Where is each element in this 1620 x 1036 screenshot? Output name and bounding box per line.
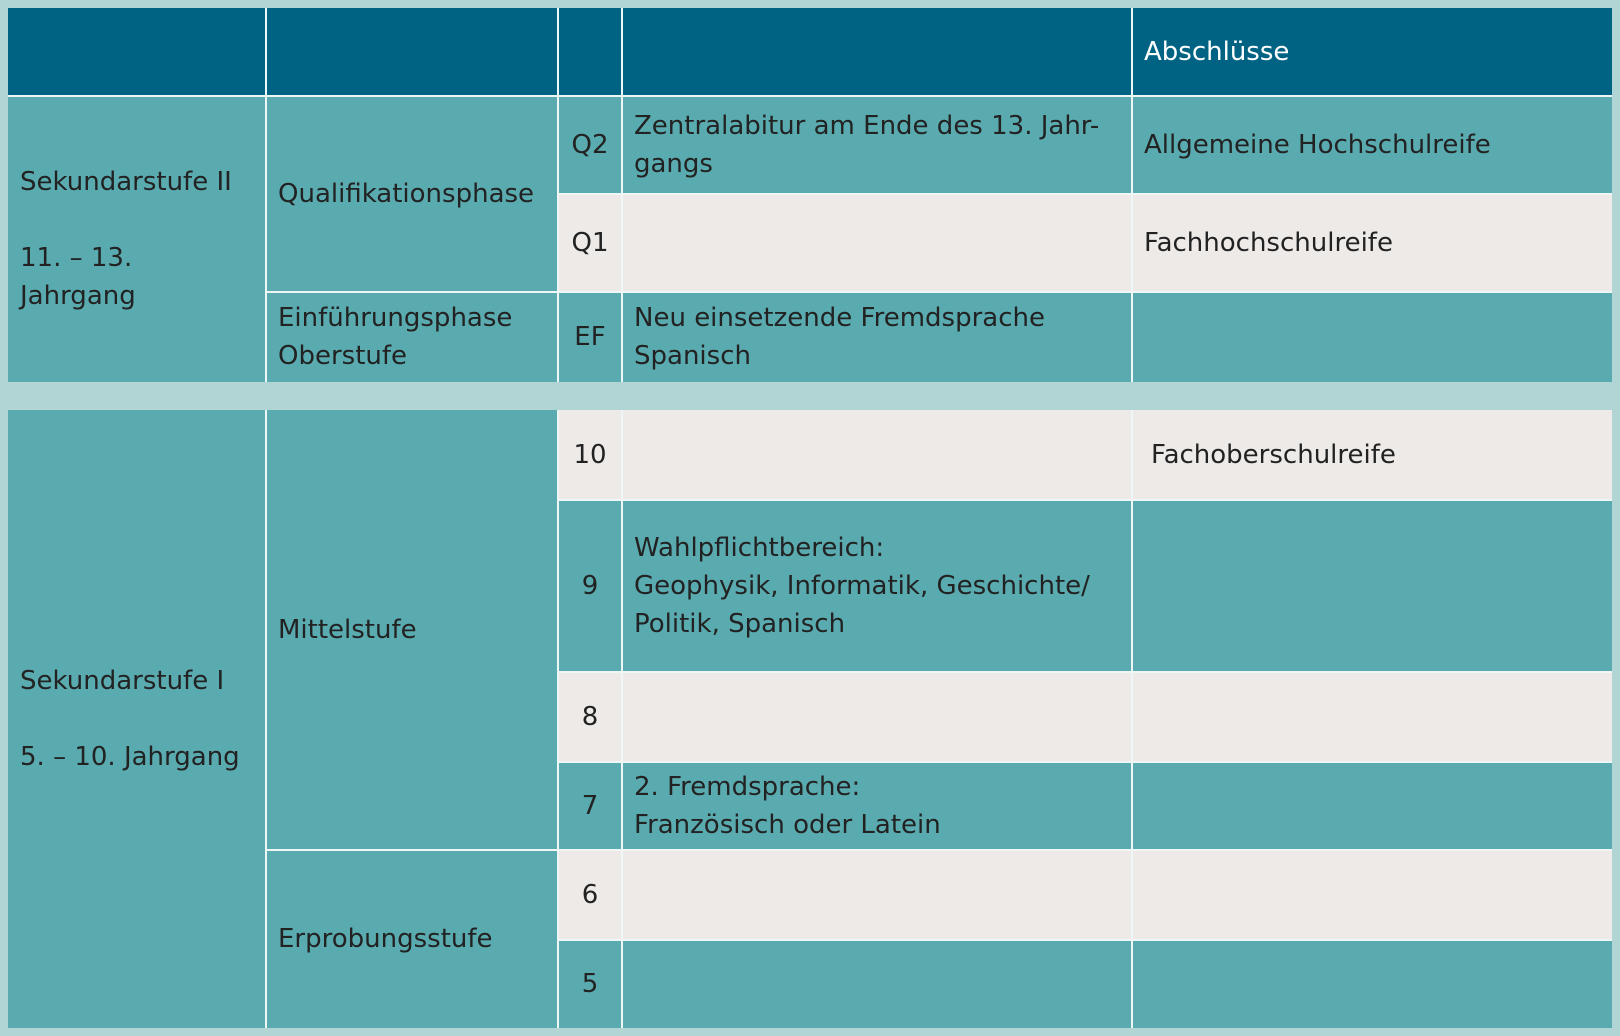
note-q2 [622, 96, 1132, 194]
note-ef-line2: Spanisch [634, 341, 751, 371]
abschluss-q1 [1132, 194, 1612, 292]
abschluss-q1-label: Fachhochschulreife [1144, 228, 1393, 258]
header-abschluesse [1132, 8, 1612, 96]
abschluss-5 [1132, 940, 1612, 1028]
grid-line [621, 410, 623, 1028]
note-9-line3: Politik, Spanisch [634, 609, 846, 639]
note-7 [622, 762, 1132, 850]
grade-8-label: 8 [581, 702, 599, 732]
grade-ef-label: EF [574, 322, 606, 352]
note-9 [622, 500, 1132, 672]
header-abschluesse-label: Abschlüsse [1144, 37, 1290, 67]
grid-line [557, 499, 1612, 501]
grade-10-label: 10 [573, 440, 607, 470]
abschluss-q2-label: Allgemeine Hochschulreife [1144, 130, 1491, 160]
grade-q2-label: Q2 [571, 130, 609, 160]
sek1-stage-cell [8, 410, 266, 1028]
grade-6 [558, 850, 622, 940]
abschluss-q2 [1132, 96, 1612, 194]
grade-6-label: 6 [581, 880, 599, 910]
note-9-line2: Geophysik, Informatik, Geschichte/ [634, 571, 1090, 601]
grid-line [557, 8, 559, 382]
grid-line [1131, 410, 1133, 1028]
grid-line [621, 8, 623, 382]
grade-8 [558, 672, 622, 762]
abschluss-7 [1132, 762, 1612, 850]
grade-q1-label: Q1 [571, 228, 609, 258]
sek2-name: Sekundarstufe II [20, 167, 232, 197]
grade-7-label: 7 [581, 791, 599, 821]
grade-5 [558, 940, 622, 1028]
note-7-line1: 2. Fremdsprache: [634, 772, 861, 802]
grade-5-label: 5 [581, 969, 599, 999]
phase-qualifikation-label: Qualifikationsphase [278, 179, 535, 209]
grade-q1 [558, 194, 622, 292]
sek1-name: Sekundarstufe I [20, 666, 225, 696]
sek2-range: 11. – 13. Jahrgang [20, 243, 136, 311]
grade-7 [558, 762, 622, 850]
abschluss-6 [1132, 850, 1612, 940]
note-10 [622, 410, 1132, 500]
note-ef-line1: Neu einsetzende Fremdsprache [634, 303, 1045, 333]
grid-line [557, 410, 559, 1028]
grade-9 [558, 500, 622, 672]
phase-einfuehrung [266, 292, 558, 382]
note-ef [622, 292, 1132, 382]
grid-line [557, 193, 1612, 195]
sek2-stage-cell [8, 96, 266, 382]
grade-9-label: 9 [581, 571, 599, 601]
note-7-line2: Französisch oder Latein [634, 810, 941, 840]
phase-einfuehrung-line1: Einführungsphase [278, 303, 513, 333]
abschluss-ef [1132, 292, 1612, 382]
note-q2-line2: gangs [634, 149, 713, 179]
note-q1 [622, 194, 1132, 292]
grid-line [557, 939, 1612, 941]
phase-erprobungsstufe [266, 850, 558, 1028]
abschluss-10-label: Fachoberschulreife [1151, 440, 1396, 470]
abschluss-10 [1132, 410, 1612, 500]
phase-qualifikation [266, 96, 558, 292]
phase-einfuehrung-line2: Oberstufe [278, 341, 408, 371]
grid-line [265, 410, 267, 1028]
phase-mittelstufe-label: Mittelstufe [278, 615, 417, 645]
grid-line [265, 849, 1612, 851]
sek1-range: 5. – 10. Jahrgang [20, 742, 240, 772]
note-5 [622, 940, 1132, 1028]
abschluss-9 [1132, 500, 1612, 672]
grade-q2 [558, 96, 622, 194]
phase-mittelstufe [266, 410, 558, 850]
grid-line [265, 291, 1612, 293]
grade-ef [558, 292, 622, 382]
grade-10 [558, 410, 622, 500]
note-q2-line1: Zentralabitur am Ende des 13. Jahr- [634, 111, 1100, 141]
sek2-section [8, 8, 1612, 382]
sek1-section [8, 410, 1612, 1028]
phase-erprobungsstufe-label: Erprobungsstufe [278, 924, 493, 954]
grid-line [1131, 8, 1133, 382]
grid-line [265, 8, 267, 382]
grid-line [557, 761, 1612, 763]
abschluss-8 [1132, 672, 1612, 762]
note-9-line1: Wahlpflichtbereich: [634, 533, 885, 563]
grid-line [557, 671, 1612, 673]
grid-line [8, 95, 1612, 97]
note-6 [622, 850, 1132, 940]
note-8 [622, 672, 1132, 762]
